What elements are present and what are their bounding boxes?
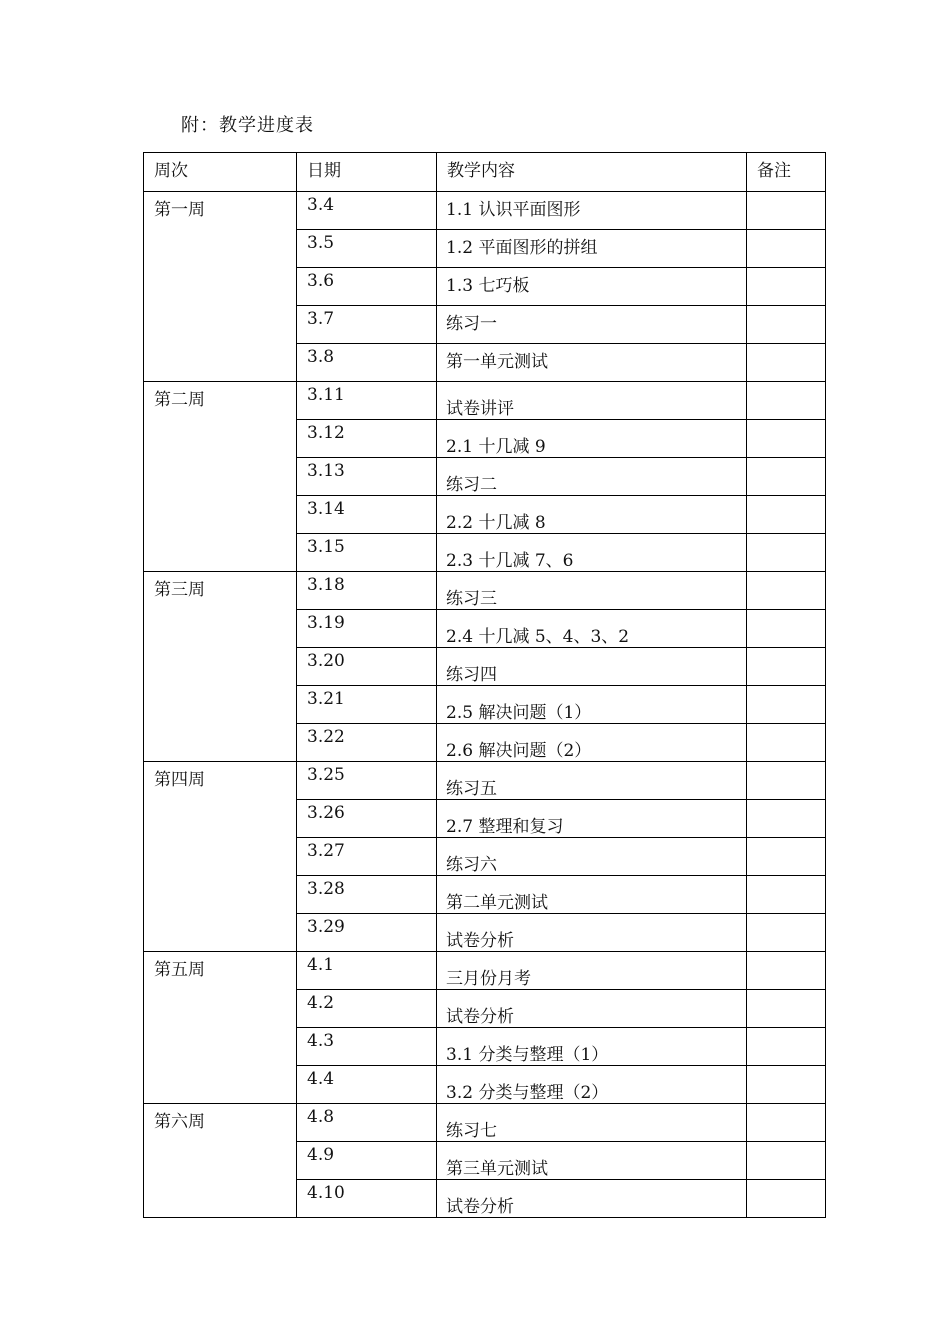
- content-cell: 1.3 七巧板: [437, 268, 747, 306]
- table-row: [144, 192, 826, 230]
- date-cell: 3.4: [297, 192, 437, 230]
- note-cell: [747, 344, 826, 382]
- note-cell: [747, 230, 826, 268]
- content-cell: 1.1 认识平面图形: [437, 192, 747, 230]
- content-cell: 试卷分析: [437, 1180, 747, 1218]
- date-cell: 3.5: [297, 230, 437, 268]
- header-week: 周次: [144, 153, 297, 192]
- content-cell: 2.1 十几减 9: [437, 420, 747, 458]
- note-cell: [747, 1066, 826, 1104]
- date-cell: 3.19: [297, 610, 437, 648]
- note-cell: [747, 572, 826, 610]
- content-cell: 练习七: [437, 1104, 747, 1142]
- content-cell: 第一单元测试: [437, 344, 747, 382]
- table-row: [144, 382, 826, 420]
- content-cell: 3.2 分类与整理（2）: [437, 1066, 747, 1104]
- note-cell: [747, 1028, 826, 1066]
- content-cell: 2.4 十几减 5、4、3、2: [437, 610, 747, 648]
- date-cell: 3.18: [297, 572, 437, 610]
- note-cell: [747, 724, 826, 762]
- page-title: 附：教学进度表: [181, 115, 314, 136]
- date-cell: 4.9: [297, 1142, 437, 1180]
- schedule-body: [144, 192, 826, 1218]
- date-cell: 3.21: [297, 686, 437, 724]
- note-cell: [747, 762, 826, 800]
- week-label: 第五周: [144, 952, 297, 1104]
- content-cell: 试卷分析: [437, 914, 747, 952]
- content-cell: 三月份月考: [437, 952, 747, 990]
- content-cell: 练习一: [437, 306, 747, 344]
- note-cell: [747, 268, 826, 306]
- table-row: [144, 572, 826, 610]
- week-label: 第三周: [144, 572, 297, 762]
- table-row: [144, 762, 826, 800]
- content-cell: 试卷讲评: [437, 382, 747, 420]
- date-cell: 3.15: [297, 534, 437, 572]
- date-cell: 3.25: [297, 762, 437, 800]
- date-cell: 3.22: [297, 724, 437, 762]
- content-cell: 第三单元测试: [437, 1142, 747, 1180]
- date-cell: 3.29: [297, 914, 437, 952]
- note-cell: [747, 876, 826, 914]
- note-cell: [747, 306, 826, 344]
- header-row: [144, 153, 826, 192]
- content-cell: 1.2 平面图形的拼组: [437, 230, 747, 268]
- note-cell: [747, 458, 826, 496]
- note-cell: [747, 1104, 826, 1142]
- content-cell: 练习二: [437, 458, 747, 496]
- note-cell: [747, 382, 826, 420]
- note-cell: [747, 952, 826, 990]
- week-label: 第二周: [144, 382, 297, 572]
- week-label: 第四周: [144, 762, 297, 952]
- content-cell: 练习五: [437, 762, 747, 800]
- header-note: 备注: [747, 153, 826, 192]
- note-cell: [747, 496, 826, 534]
- date-cell: 4.10: [297, 1180, 437, 1218]
- date-cell: 3.28: [297, 876, 437, 914]
- content-cell: 2.2 十几减 8: [437, 496, 747, 534]
- header-date: 日期: [297, 153, 437, 192]
- date-cell: 3.6: [297, 268, 437, 306]
- content-cell: 2.5 解决问题（1）: [437, 686, 747, 724]
- date-cell: 4.8: [297, 1104, 437, 1142]
- note-cell: [747, 1180, 826, 1218]
- note-cell: [747, 686, 826, 724]
- date-cell: 3.11: [297, 382, 437, 420]
- note-cell: [747, 192, 826, 230]
- date-cell: 3.27: [297, 838, 437, 876]
- date-cell: 4.2: [297, 990, 437, 1028]
- note-cell: [747, 990, 826, 1028]
- content-cell: 练习六: [437, 838, 747, 876]
- week-label: 第一周: [144, 192, 297, 382]
- date-cell: 4.4: [297, 1066, 437, 1104]
- date-cell: 3.7: [297, 306, 437, 344]
- note-cell: [747, 914, 826, 952]
- content-cell: 练习四: [437, 648, 747, 686]
- content-cell: 3.1 分类与整理（1）: [437, 1028, 747, 1066]
- content-cell: 第二单元测试: [437, 876, 747, 914]
- content-cell: 试卷分析: [437, 990, 747, 1028]
- note-cell: [747, 838, 826, 876]
- note-cell: [747, 534, 826, 572]
- week-label: 第六周: [144, 1104, 297, 1218]
- note-cell: [747, 648, 826, 686]
- note-cell: [747, 800, 826, 838]
- note-cell: [747, 420, 826, 458]
- content-cell: 2.6 解决问题（2）: [437, 724, 747, 762]
- note-cell: [747, 610, 826, 648]
- table-row: [144, 1104, 826, 1142]
- date-cell: 3.12: [297, 420, 437, 458]
- date-cell: 3.20: [297, 648, 437, 686]
- date-cell: 4.1: [297, 952, 437, 990]
- schedule-table: [143, 152, 826, 1218]
- date-cell: 4.3: [297, 1028, 437, 1066]
- date-cell: 3.8: [297, 344, 437, 382]
- date-cell: 3.26: [297, 800, 437, 838]
- date-cell: 3.14: [297, 496, 437, 534]
- content-cell: 2.7 整理和复习: [437, 800, 747, 838]
- header-content: 教学内容: [437, 153, 747, 192]
- note-cell: [747, 1142, 826, 1180]
- content-cell: 2.3 十几减 7、6: [437, 534, 747, 572]
- date-cell: 3.13: [297, 458, 437, 496]
- table-row: [144, 952, 826, 990]
- content-cell: 练习三: [437, 572, 747, 610]
